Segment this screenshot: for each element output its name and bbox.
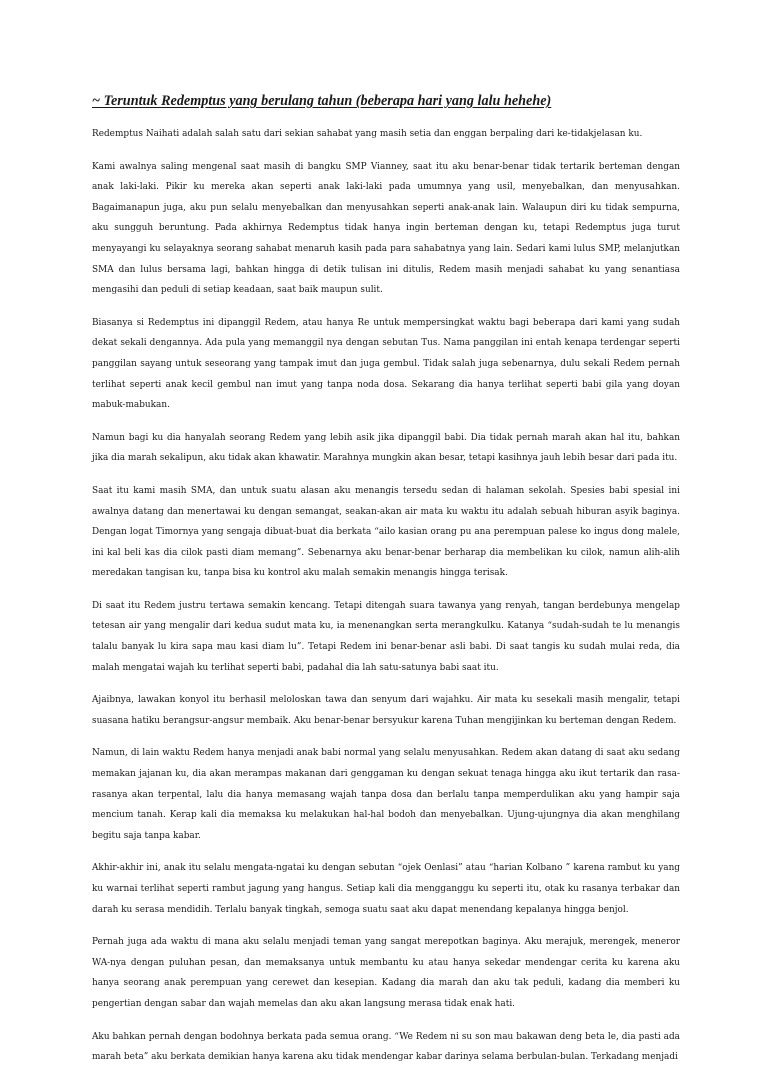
paragraph-3: Biasanya si Redemptus ini dipanggil Redem, atau hanya Re untuk mempersingkat waktu bagi beberapa dari kami yang sudah dekat sekali dengannya. Ada pula yang memanggil nya dengan sebutan Tus. Nama panggilan ini entah kenapa terdengar seperti panggilan sayang untuk seseorang yang tampak imut dan juga gembul. Tidak salah juga sebenarnya, dulu sekali Redem pernah terlihat seperti anak kecil gembul nan imut yang tanpa noda dosa. Sekarang dia hanya terlihat seperti babi gila yang doyan mabuk-mabukan. [92,317,680,411]
paragraph-6: Di saat itu Redem justru tertawa semakin kencang. Tetapi ditengah suara tawanya yang renyah, tangan berdebunya mengelap tetesan air yang mengalir dari kedua sudut mata ku, ia menenangkan serta merangkulku. Katanya “sudah-sudah te lu menangis talalu banyak lu kira sapa mau kasi diam lu”. Tetapi Redem ini benar-benar asli babi. Di saat tangis ku sudah mulai reda, dia malah mengatai wajah ku terlihat seperti babi, padahal dia lah satu-satunya babi saat itu. [92,600,680,673]
paragraph-8: Namun, di lain waktu Redem hanya menjadi anak babi normal yang selalu menyusahkan. Redem akan datang di saat aku sedang memakan jajanan ku, dia akan merampas makanan dari genggaman ku dengan sekuat tenaga hingga aku ikut tertarik dan rasa-rasanya akan terpental, lalu dia hanya memasang wajah tanpa dosa dan berlalu tanpa memperdulikan aku yang hampir saja mencium tanah. Kerap kali dia memaksa ku melakukan hal-hal bodoh dan menyebalkan. Ujung-ujungnya dia akan menghilang begitu saja tanpa kabar. [92,748,680,841]
paragraph-2: Kami awalnya saling mengenal saat masih di bangku SMP Vianney, saat itu aku benar-benar tidak tertarik berteman dengan anak laki-laki. Pikir ku mereka akan seperti anak laki-laki pada umumnya yang usil, menyebalkan, dan menyusahkan. Bagaimanapun juga, aku pun selalu menyebalkan dan menyusahkan seperti anak-anak lain. Walaupun diri ku tidak sempurna, aku sungguh beruntung. Pada akhirnya Redemptus tidak hanya ingin berteman dengan ku, tetapi Redemptus juga turut menyayangi ku selayaknya seorang sahabat menaruh kasih pada para sahabatnya yang lain. Sedari kami lulus SMP, melanjutkan SMA dan lulus bersama lagi, bahkan hingga di detik tulisan ini ditulis, Redem masih menjadi sahabat ku yang senantiasa mengasihi dan peduli di setiap keadaan, saat baik maupun sulit. [92,161,680,296]
paragraph-11: Aku bahkan pernah dengan bodohnya berkata pada semua orang. “We Redem ni su son mau bakawan deng beta le, dia pasti ada marah beta” aku berkata demikian hanya karena aku tidak mendengar kabar darinya selama berbulan-bulan. Terkadang menjadi [92,1031,680,1063]
paragraph-1: Redemptus Naihati adalah salah satu dari sekian sahabat yang masih setia dan enggan berpaling dari ke-tidakjelasan ku. [92,129,643,139]
paragraph-5: Saat itu kami masih SMA, dan untuk suatu alasan aku menangis tersedu sedan di halaman sekolah. Spesies babi spesial ini awalnya datang dan menertawai ku dengan semangat, seakan-akan air mata ku waktu itu adalah sebuah hiburan asyik baginya. Dengan logat Timornya yang sengaja dibuat-buat dia berkata “ailo kasian orang pu ana perempuan palese ko ingus dong malele, ini kal beli kas dia cilok pasti diam memang”. Sebenarnya aku benar-benar berharap dia membelikan ku cilok, namun alih-alih meredakan tangisan ku, tanpa bisa ku kontrol aku malah semakin menangis hingga terisak. [92,485,680,579]
paragraph-7: Ajaibnya, lawakan konyol itu berhasil meloloskan tawa dan senyum dari wajahku. Air mata ku sesekali masih mengalir, tetapi suasana hatiku berangsur-angsur membaik. Aku benar-benar bersyukur karena Tuhan mengijinkan ku berteman dengan Redem. [92,695,680,726]
document-title: ~ Teruntuk Redemptus yang berulang tahun (beberapa hari yang lalu hehehe) [92,93,552,109]
paragraph-9: Akhir-akhir ini, anak itu selalu mengata-ngatai ku dengan sebutan “ojek Oenlasi” atau “harian Kolbano ” karena rambut ku yang ku warnai terlihat seperti rambut jagung yang hangus. Setiap kali dia mengganggu ku seperti itu, otak ku rasanya terbakar dan darah ku serasa mendidih. Terlalu banyak tingkah, semoga suatu saat aku dapat menendang kepalanya hingga benjol. [92,863,680,915]
paragraph-10: Pernah juga ada waktu di mana aku selalu menjadi teman yang sangat merepotkan baginya. Aku merajuk, merengek, meneror WA-nya dengan puluhan pesan, dan memaksanya untuk membantu ku atau hanya sekedar mendengar cerita ku karena aku hanya seorang anak perempuan yang cerewet dan kesepian. Kadang dia marah dan aku tak peduli, kadang dia memberi ku pengertian dengan sabar dan wajah memelas dan aku akan langsung merasa tidak enak hati. [92,937,680,1009]
document-page [92,92,680,1063]
paragraph-4: Namun bagi ku dia hanyalah seorang Redem yang lebih asik jika dipanggil babi. Dia tidak pernah marah akan hal itu, bahkan jika dia marah sekalipun, aku tidak akan khawatir. Marahnya mungkin akan besar, tetapi kasihnya jauh lebih besar dari pada itu. [92,432,680,464]
